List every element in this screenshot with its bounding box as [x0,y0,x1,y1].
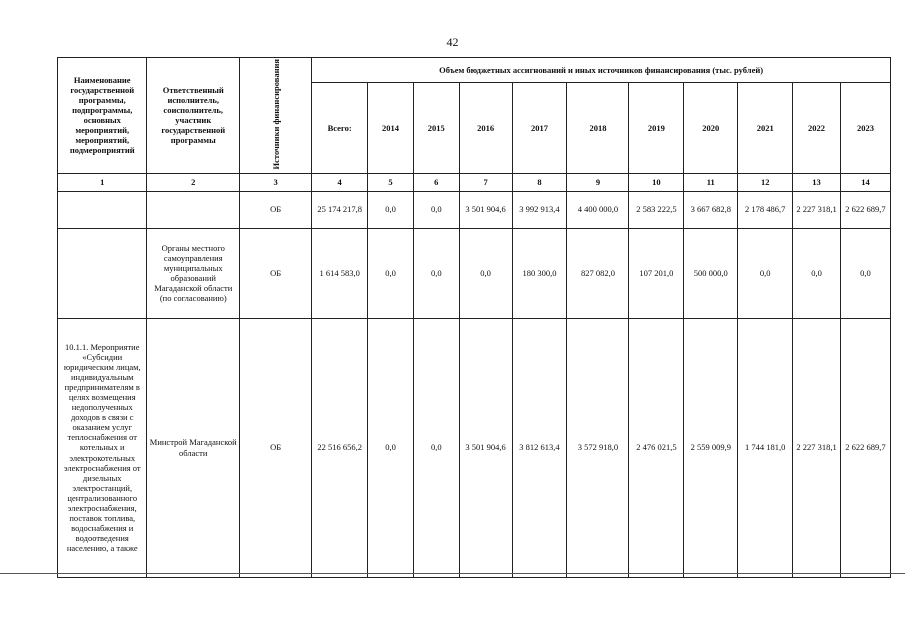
column-number: 6 [413,173,459,191]
header-total: Всего: [312,83,368,173]
column-number: 12 [738,173,793,191]
table-row [58,318,891,577]
row-value: 0,0 [368,318,414,577]
row-value: 3 812 613,4 [512,318,567,577]
row-value: 827 082,0 [567,228,629,318]
header-year: 2018 [567,83,629,173]
row-value: 0,0 [413,318,459,577]
row-value: 2 622 689,7 [840,318,890,577]
header-year: 2022 [793,83,841,173]
header-funding-source [240,58,312,174]
column-number: 1 [58,173,147,191]
row-name [58,191,147,228]
column-number: 13 [793,173,841,191]
header-year: 2020 [684,83,738,173]
header-year: 2016 [459,83,512,173]
row-value: 0,0 [840,228,890,318]
column-number: 14 [840,173,890,191]
row-value: 0,0 [368,191,414,228]
page-number: 42 [446,35,459,49]
row-value: 0,0 [793,228,841,318]
row-source: ОБ [240,318,312,577]
header-year: 2014 [368,83,414,173]
row-value: 3 501 904,6 [459,191,512,228]
row-value: 2 178 486,7 [738,191,793,228]
row-value: 1 744 181,0 [738,318,793,577]
table-row [58,191,891,228]
header-year: 2019 [629,83,684,173]
header-volume: Объем бюджетных ассигнований и иных источников финансирования (тыс. рублей) [312,58,891,83]
row-value: 2 227 318,1 [793,318,841,577]
column-number-row [58,173,891,191]
budget-table [57,57,891,578]
row-value: 0,0 [413,191,459,228]
row-value: 0,0 [368,228,414,318]
column-number: 9 [567,173,629,191]
row-total: 25 174 217,8 [312,191,368,228]
row-source: ОБ [240,191,312,228]
column-number: 10 [629,173,684,191]
column-number: 8 [512,173,567,191]
row-value: 2 559 009,9 [684,318,738,577]
row-executor [147,191,240,228]
row-value: 2 583 222,5 [629,191,684,228]
header-year: 2015 [413,83,459,173]
row-value: 3 667 682,8 [684,191,738,228]
column-number: 7 [459,173,512,191]
header-program-name: Наименование государственной программы, подпрограммы, основных мероприятий, мероприятий, подмероприятий [58,58,147,174]
column-number: 3 [240,173,312,191]
column-number: 4 [312,173,368,191]
row-value: 2 227 318,1 [793,191,841,228]
header-year: 2023 [840,83,890,173]
row-value: 2 476 021,5 [629,318,684,577]
header-year: 2017 [512,83,567,173]
header-year: 2021 [738,83,793,173]
column-number: 2 [147,173,240,191]
header-executor: Ответственный исполнитель, соисполнитель, участник государственной программы [147,58,240,174]
header-funding-source-text: Источники финансирования [270,59,281,170]
row-value: 180 300,0 [512,228,567,318]
row-value: 0,0 [738,228,793,318]
page-bottom-rule [0,573,905,574]
row-value: 0,0 [413,228,459,318]
row-value: 107 201,0 [629,228,684,318]
row-executor: Органы местного самоуправления муниципальных образований Магаданской области (по согласованию) [147,228,240,318]
column-number: 5 [368,173,414,191]
row-value: 4 400 000,0 [567,191,629,228]
row-name [58,228,147,318]
row-total: 1 614 583,0 [312,228,368,318]
row-value: 3 572 918,0 [567,318,629,577]
row-value: 3 501 904,6 [459,318,512,577]
table-row [58,228,891,318]
row-executor: Минстрой Магаданской области [147,318,240,577]
row-name: 10.1.1. Мероприятие «Субсидии юридическим лицам, индивидуальным предпринимателям в целях возмещения недополученных доходов в связи с оказанием услуг теплоснабжения от котельных и электрокотельных электроснабжения от дизельных электростанций, централизованного электроснабжения, поставок топлива, водоснабжения и водоотведения населению, а также [58,318,147,577]
row-value: 2 622 689,7 [840,191,890,228]
row-total: 22 516 656,2 [312,318,368,577]
row-value: 3 992 913,4 [512,191,567,228]
row-value: 0,0 [459,228,512,318]
row-value: 500 000,0 [684,228,738,318]
column-number: 11 [684,173,738,191]
row-source: ОБ [240,228,312,318]
